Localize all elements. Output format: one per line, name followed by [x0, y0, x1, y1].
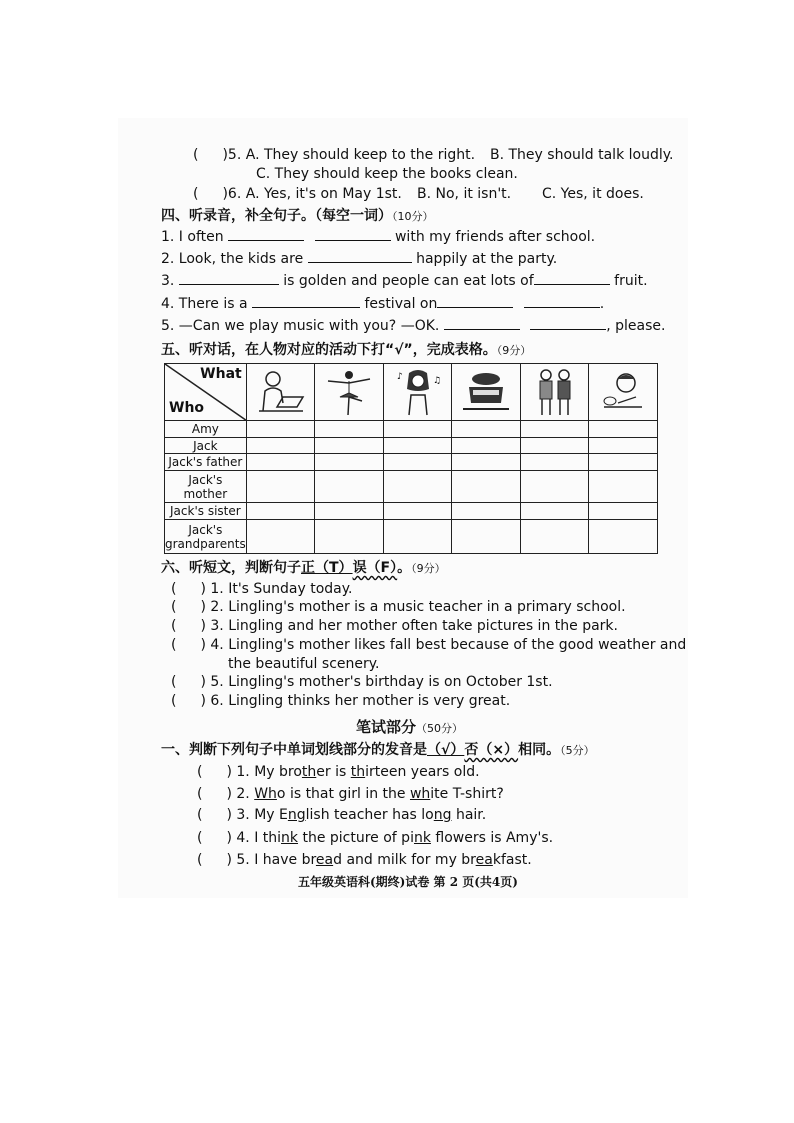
activity-table: [164, 363, 658, 554]
p1-item-2: ( ) 2. Who is that girl in the white T-shirt?: [197, 786, 504, 802]
header-what: What: [200, 366, 242, 382]
table-row: Jack's grandparents: [165, 520, 658, 554]
s6-item-4-cont: the beautiful scenery.: [228, 656, 380, 672]
q5-option-c: C. They should keep the books clean.: [256, 166, 518, 182]
q5-option-b: B. They should talk loudly.: [490, 147, 674, 163]
section-4-title: 四、听录音，补全句子。（每空一词）（10分）: [161, 208, 434, 224]
table-row: Jack's sister: [165, 503, 658, 520]
p1-item-5: ( ) 5. I have bread and milk for my breakfast.: [197, 852, 532, 868]
s4-item-5: 5. —Can we play music with you? —OK. , please.: [161, 318, 666, 334]
table-row: Jack's father: [165, 454, 658, 471]
s4-item-3: 3. is golden and people can eat lots of fruit.: [161, 273, 648, 289]
ballet-dancer-icon: [315, 364, 384, 421]
cooking-pot-icon: [452, 364, 521, 421]
q5-option-a: A. They should keep to the right.: [245, 147, 476, 163]
s6-item-3: ( ) 3. Lingling and her mother often take pictures in the park.: [171, 618, 618, 634]
page-footer: 五年级英语科(期终)试卷 第 2 页(共4页): [298, 875, 518, 889]
svg-text:♪: ♪: [396, 372, 403, 382]
p1-item-3: ( ) 3. My English teacher has long hair.: [197, 807, 487, 823]
elderly-couple-icon: [520, 364, 589, 421]
section-6-title: 六、听短文，判断句子正（T）误（F）。（9分）: [161, 560, 446, 576]
s6-item-4: ( ) 4. Lingling's mother likes fall best because of the good weather and: [171, 637, 687, 653]
p1-item-1: ( ) 1. My brother is thirteen years old.: [197, 764, 480, 780]
computer-user-icon: [246, 364, 315, 421]
table-row: Jack's mother: [165, 471, 658, 503]
q6-option-c: C. Yes, it does.: [542, 186, 644, 202]
s4-item-4: 4. There is a festival on .: [161, 296, 605, 312]
s4-item-1: 1. I often with my friends after school.: [161, 229, 596, 245]
s6-item-5: ( ) 5. Lingling's mother's birthday is on October 1st.: [171, 674, 553, 690]
table-row: Jack: [165, 437, 658, 454]
part-1-title: 一、判断下列句子中单词划线部分的发音是（√）否（×）相同。（5分）: [161, 742, 595, 758]
written-part-title: 笔试部分（50分）: [356, 718, 464, 736]
s6-item-2: ( ) 2. Lingling's mother is a music teacher in a primary school.: [171, 599, 626, 615]
s6-item-1: ( ) 1. It's Sunday today.: [171, 581, 353, 597]
question-5-line: ( )5. A. They should keep to the right.: [193, 147, 476, 163]
s4-item-2: 2. Look, the kids are happily at the party.: [161, 251, 558, 267]
svg-text:♫: ♫: [432, 376, 441, 386]
writing-boy-icon: [589, 364, 658, 421]
table-row: Amy: [165, 421, 658, 438]
singing-girl-icon: [383, 364, 452, 421]
p1-item-4: ( ) 4. I think the picture of pink flowers is Amy's.: [197, 830, 554, 846]
header-who: Who: [169, 400, 205, 416]
section-5-title: 五、听对话，在人物对应的活动下打“√”，完成表格。（9分）: [161, 342, 532, 358]
question-6-line: ( )6. A. Yes, it's on May 1st.: [193, 186, 402, 202]
q6-option-b: B. No, it isn't.: [417, 186, 512, 202]
s6-item-6: ( ) 6. Lingling thinks her mother is very great.: [171, 693, 511, 709]
header-corner-cell: [165, 364, 247, 421]
q6-option-a: A. Yes, it's on May 1st.: [245, 186, 402, 202]
